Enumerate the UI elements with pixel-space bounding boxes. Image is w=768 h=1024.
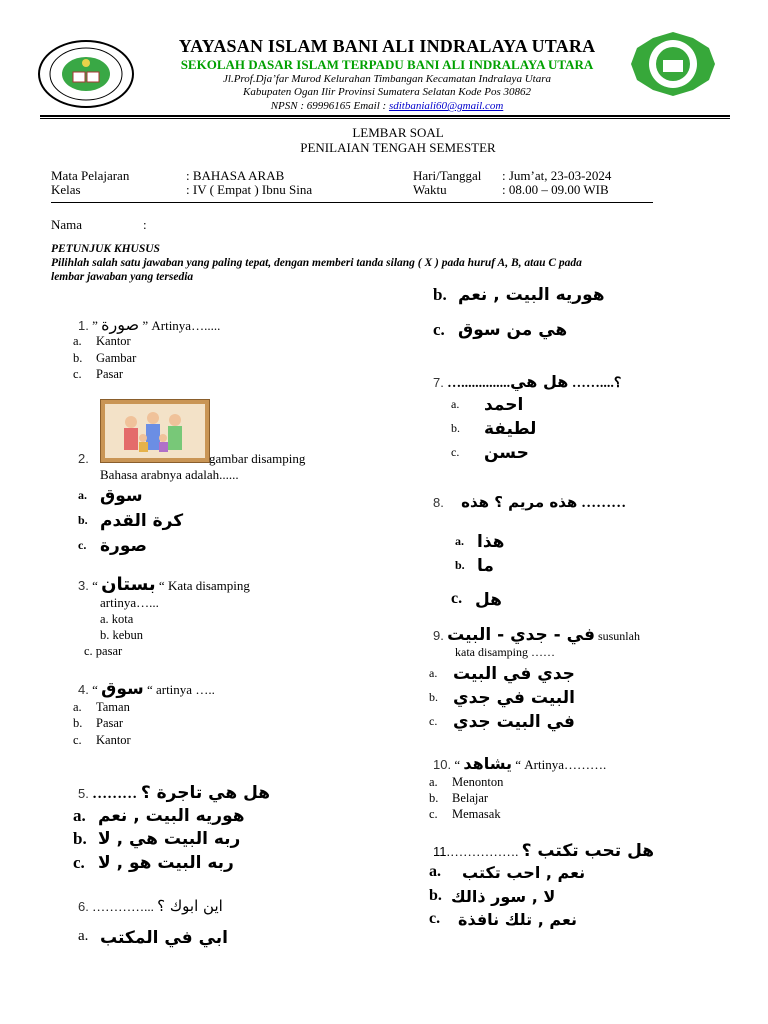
q2-option-a[interactable] — [78, 486, 143, 506]
q4-b-letter: b. — [73, 716, 83, 730]
subject-label: Mata Pelajaran — [51, 168, 130, 183]
q7-arabic: هل هي — [510, 372, 569, 391]
q2-text-2: Bahasa arabnya adalah...... — [100, 467, 239, 482]
q8-b-letter: b. — [455, 558, 465, 572]
q8-number: 8. — [433, 495, 444, 510]
q9-c-letter: c. — [429, 714, 438, 728]
q1-option-b[interactable] — [73, 350, 137, 366]
q11-b-letter: b. — [429, 887, 442, 904]
q4-option-c[interactable] — [73, 732, 131, 748]
q9-arabic: في - جدي - البيت — [447, 625, 595, 645]
q2-option-c[interactable] — [78, 536, 147, 556]
question-3 — [78, 574, 250, 595]
question-2 — [78, 451, 306, 467]
q4-option-b[interactable] — [73, 715, 124, 731]
q9-c-text: في البيت جدي — [453, 712, 575, 732]
q8-c-text: هل — [475, 590, 502, 610]
q4-option-a[interactable] — [73, 699, 130, 715]
q7-pre: ….............. — [447, 376, 511, 391]
q2-number: 2. — [78, 451, 89, 466]
q10-post: “ Artinya………. — [512, 757, 607, 772]
q10-number: 10. — [433, 757, 452, 772]
q5-option-c[interactable] — [73, 853, 234, 873]
q4-arabic: سوق — [101, 679, 144, 699]
q5-pre: ……… — [92, 786, 141, 802]
q10-arabic: يشاهد — [463, 754, 512, 773]
q6-b-text: هوريه البيت , نعم — [458, 285, 605, 305]
q9-number: 9. — [433, 628, 444, 643]
day-label: Hari/Tanggal — [413, 168, 482, 183]
q6-a-letter: a. — [78, 928, 89, 944]
q7-b-text: لطيفة — [484, 419, 537, 439]
address-line-1: Jl.Prof.Dja’far Murod Kelurahan Timbangan Kecamatan Indralaya Utara — [223, 73, 551, 85]
q2-a-letter: a. — [78, 488, 87, 502]
name-label: Nama — [51, 217, 83, 232]
q11-pre: ……………. — [450, 844, 522, 859]
q1-number: 1. — [78, 318, 89, 333]
q2-c-text: صورة — [100, 536, 147, 556]
q6-b-letter: b. — [433, 285, 447, 304]
name-colon: : — [143, 217, 147, 232]
q2-c-letter: c. — [78, 538, 87, 552]
q3-arabic: بستان — [101, 574, 156, 595]
q2-b-letter: b. — [78, 513, 88, 527]
q5-number: 5. — [78, 786, 89, 801]
q10-c-text: Memasak — [452, 807, 501, 821]
school-name: SEKOLAH DASAR ISLAM TERPADU BANI ALI INDRALAYA UTARA — [180, 57, 594, 72]
exam-title: PENILAIAN TENGAH SEMESTER — [300, 140, 496, 155]
npsn-text: NPSN : 69996165 Email : — [270, 100, 389, 112]
q10-option-a[interactable] — [429, 774, 504, 790]
q3-text-2: artinya…... — [100, 595, 159, 610]
q4-pre: “ — [92, 682, 102, 697]
q3-post: “ Kata disamping — [155, 578, 250, 593]
q1-option-c[interactable] — [73, 366, 124, 382]
q7-option-a[interactable] — [451, 395, 524, 415]
question-6 — [78, 897, 223, 915]
q6-a-text: ابي في المكتب — [100, 928, 229, 948]
question-9 — [433, 625, 640, 645]
q1-a-letter: a. — [73, 334, 82, 348]
day-value: : Jum’at, 23-03-2024 — [502, 168, 612, 183]
q5-c-text: ربه البيت هو , لا — [98, 853, 234, 873]
q7-a-text: احمد — [484, 395, 524, 415]
instructions-line-1: Pilihlah salah satu jawaban yang paling tepat, dengan memberi tanda silang ( X ) pada huruf A, B, atau C pada — [51, 257, 582, 269]
q9-b-letter: b. — [429, 690, 438, 704]
q8-a-letter: a. — [455, 534, 464, 548]
question-8 — [433, 493, 626, 512]
q9-a-letter: a. — [429, 666, 438, 680]
q8-c-letter: c. — [451, 590, 463, 607]
foundation-name: YAYASAN ISLAM BANI ALI INDRALAYA UTARA — [178, 36, 596, 56]
q2-a-text: سوق — [100, 486, 143, 506]
q6-arabic: اين ابوك ؟ — [157, 897, 223, 915]
instructions-title: PETUNJUK KHUSUS — [51, 243, 160, 255]
q1-a-text: Kantor — [96, 334, 131, 348]
subject-value: : BAHASA ARAB — [186, 168, 285, 183]
q11-c-text: نعم , تلك نافذة — [458, 910, 577, 929]
q4-a-letter: a. — [73, 700, 82, 714]
q10-pre: “ — [454, 757, 464, 772]
q1-option-a[interactable] — [73, 333, 131, 349]
q9-text-2: kata disamping …… — [455, 645, 555, 659]
q1-b-text: Gambar — [96, 351, 137, 365]
q8-option-c[interactable] — [451, 590, 502, 610]
q11-number: 11. — [433, 844, 451, 859]
q2-text-1: gambar disamping — [209, 451, 306, 466]
q11-a-text: نعم , احب تكتب — [462, 863, 586, 882]
instructions-line-2: lembar jawaban yang tersedia — [51, 271, 194, 283]
q6-option-c[interactable] — [433, 320, 568, 340]
q8-arabic: هذه مريم ؟ هذه — [461, 493, 578, 511]
q6-c-letter: c. — [433, 320, 445, 339]
npsn-email — [0, 100, 768, 112]
q6-option-a[interactable] — [78, 928, 229, 948]
class-label: Kelas — [51, 182, 81, 197]
question-5 — [78, 783, 270, 803]
question-1 — [78, 315, 220, 334]
q9-a-text: جدي في البيت — [453, 664, 575, 684]
q5-a-letter: a. — [73, 806, 86, 825]
q9-post: susunlah — [594, 629, 640, 643]
q5-option-b[interactable] — [73, 829, 241, 849]
q6-number: 6. — [78, 899, 89, 914]
q10-option-c[interactable] — [429, 806, 501, 822]
q7-post: ……....؟ — [568, 376, 622, 391]
q7-b-letter: b. — [451, 421, 460, 435]
q3-pre: “ — [92, 578, 102, 593]
q6-option-b[interactable] — [433, 285, 605, 305]
q1-arabic: صورة — [101, 315, 140, 334]
time-label: Waktu — [413, 182, 447, 197]
question-11 — [433, 841, 654, 861]
q7-option-c[interactable] — [451, 443, 529, 463]
q6-c-text: هي من سوق — [458, 320, 568, 340]
q10-a-letter: a. — [429, 775, 438, 789]
q7-number: 7. — [433, 375, 444, 390]
question-10 — [433, 754, 606, 773]
q8-option-a[interactable] — [455, 532, 505, 552]
sheet-title: LEMBAR SOAL — [352, 125, 444, 140]
q1-c-letter: c. — [73, 367, 82, 381]
q9-option-c[interactable] — [429, 712, 575, 732]
q3-number: 3. — [78, 578, 89, 593]
info-divider — [51, 202, 653, 203]
q9-option-b[interactable] — [429, 688, 575, 708]
q10-option-b[interactable] — [429, 790, 489, 806]
q11-b-text: لا , سور ذالك — [451, 887, 556, 906]
time-value: : 08.00 – 09.00 WIB — [502, 182, 609, 197]
q5-b-letter: b. — [73, 829, 87, 848]
header-divider — [40, 115, 730, 119]
q3-option-c[interactable]: c. pasar — [84, 644, 123, 658]
q11-option-a[interactable] — [429, 863, 586, 882]
q9-option-a[interactable] — [429, 664, 575, 684]
q7-option-b[interactable] — [451, 419, 537, 439]
question-4 — [78, 679, 215, 699]
q3-option-b[interactable]: b. kebun — [100, 628, 144, 642]
family-picture-icon — [100, 399, 210, 463]
q6-pre: …………... — [92, 899, 158, 914]
q11-arabic: هل تحب تكتب ؟ — [521, 841, 655, 861]
address-line-2: Kabupaten Ogan Ilir Provinsi Sumatera Selatan Kode Pos 30862 — [242, 86, 532, 98]
q5-b-text: ربه البيت هي , لا — [98, 829, 241, 849]
q11-option-c[interactable] — [429, 910, 577, 929]
email-link[interactable]: sditbaniali60@gmail.com — [388, 100, 504, 112]
q7-c-letter: c. — [451, 445, 460, 459]
q8-a-text: هذا — [477, 532, 505, 552]
q2-b-text: كرة القدم — [100, 511, 184, 531]
q1-post: ” Artinya…..... — [139, 318, 221, 333]
q4-post: “ artinya ….. — [143, 682, 215, 697]
q1-b-letter: b. — [73, 351, 83, 365]
q5-c-letter: c. — [73, 853, 85, 872]
q5-option-a[interactable] — [73, 806, 245, 826]
q7-c-text: حسن — [484, 443, 529, 463]
q4-c-letter: c. — [73, 733, 82, 747]
q8-b-text: ما — [477, 556, 494, 576]
q11-option-b[interactable] — [429, 887, 556, 906]
q1-pre: ” — [92, 318, 102, 333]
q10-b-text: Belajar — [452, 791, 489, 805]
q4-b-text: Pasar — [96, 716, 124, 730]
q7-a-letter: a. — [451, 397, 460, 411]
q1-c-text: Pasar — [96, 367, 124, 381]
q10-b-letter: b. — [429, 791, 439, 805]
q11-a-letter: a. — [429, 863, 441, 880]
class-value: : IV ( Empat ) Ibnu Sina — [186, 182, 313, 197]
q9-b-text: البيت في جدي — [453, 688, 575, 708]
q11-c-letter: c. — [429, 910, 441, 927]
q4-a-text: Taman — [96, 700, 130, 714]
q4-c-text: Kantor — [96, 733, 131, 747]
q5-a-text: هوريه البيت , نعم — [98, 806, 245, 826]
q5-arabic: هل هي تاجرة ؟ — [140, 783, 271, 803]
q10-a-text: Menonton — [452, 775, 504, 789]
question-7 — [433, 372, 621, 392]
q8-option-b[interactable] — [455, 556, 494, 576]
q10-c-letter: c. — [429, 807, 438, 821]
q2-option-b[interactable] — [78, 511, 184, 531]
q4-number: 4. — [78, 682, 89, 697]
q8-post: ……… — [577, 495, 627, 511]
q3-option-a[interactable]: a. kota — [100, 612, 134, 626]
